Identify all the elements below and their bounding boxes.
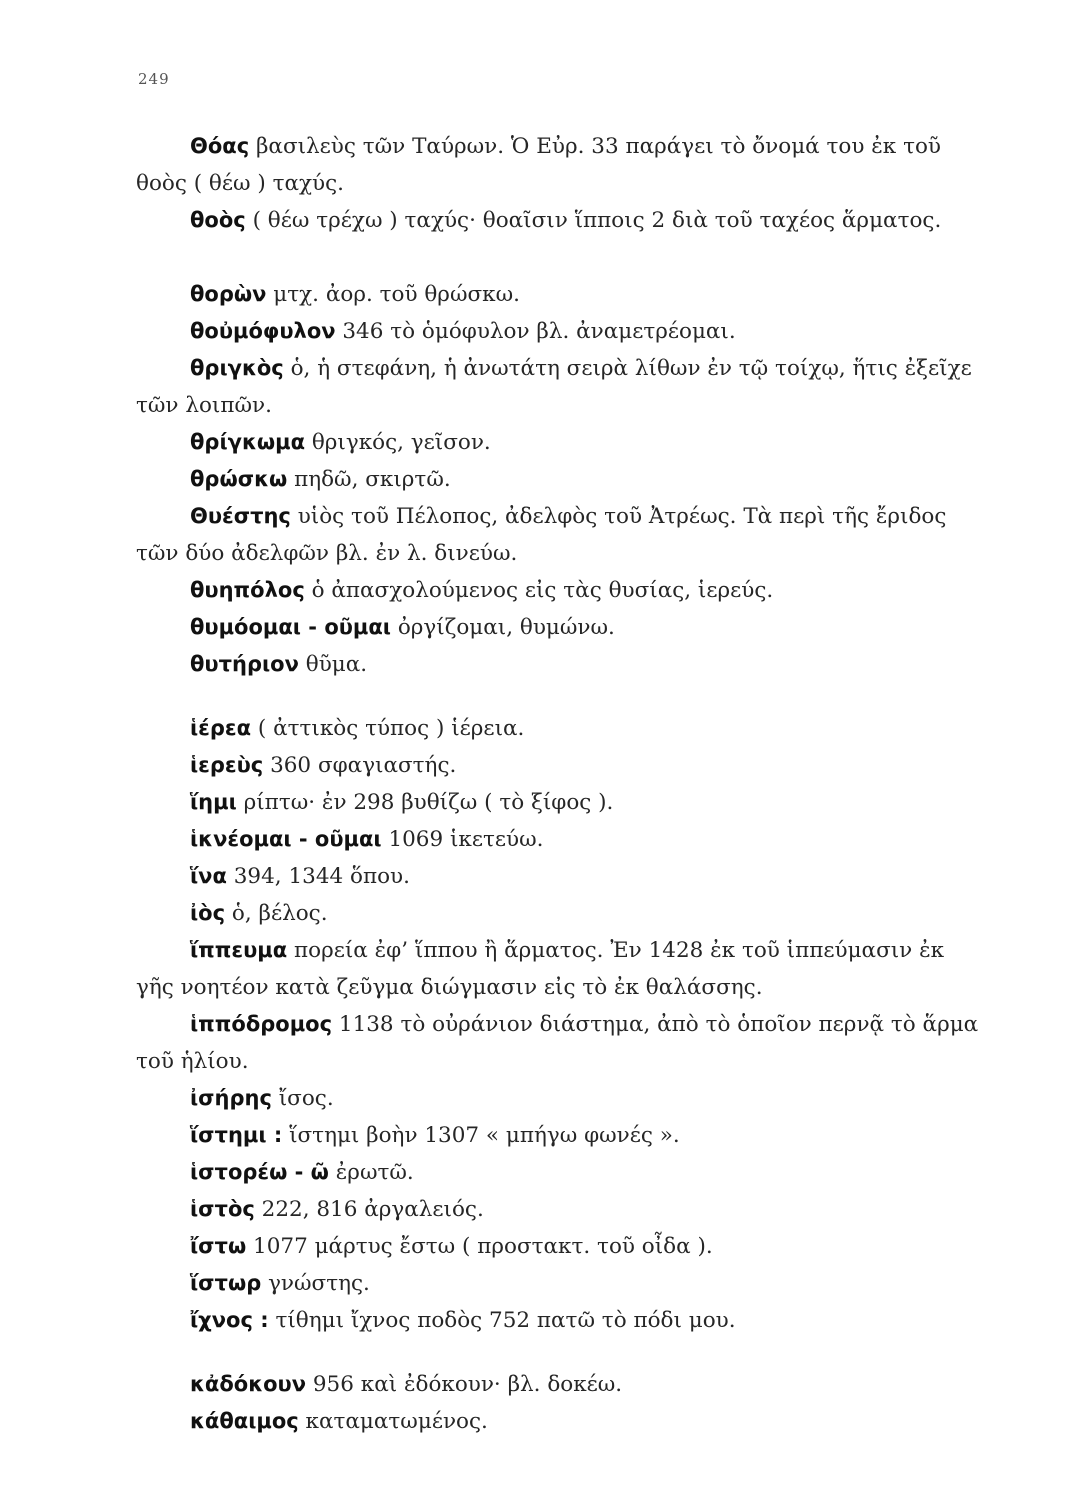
entry-lemma: κάθαιμος bbox=[190, 1409, 299, 1433]
entry bbox=[136, 1006, 986, 1080]
entry bbox=[136, 747, 986, 784]
entry-text: 1077 μάρτυς ἔστω ( προστακτ. τοῦ οἶδα ). bbox=[246, 1234, 713, 1259]
entry-lemma: θορὼν bbox=[190, 282, 267, 306]
entry-text: πηδῶ, σκιρτῶ. bbox=[287, 467, 451, 492]
entry-lemma: ἱέρεα bbox=[190, 716, 252, 740]
entry-lemma: ἱκνέομαι - οῦμαι bbox=[190, 827, 382, 851]
entry bbox=[136, 313, 986, 350]
entry bbox=[136, 1191, 986, 1228]
entry bbox=[136, 1403, 986, 1440]
entry-lemma: θοὐμόφυλον bbox=[190, 319, 336, 343]
entry-text: ὁ, βέλος. bbox=[225, 901, 328, 926]
entry bbox=[136, 461, 986, 498]
entry-lemma: θυτήριον bbox=[190, 652, 299, 676]
entry-lemma: ἵππευμα bbox=[190, 938, 288, 962]
entry-text: 956 καὶ ἐδόκουν· βλ. δοκέω. bbox=[306, 1372, 623, 1397]
entry bbox=[136, 1302, 986, 1339]
entry-lemma: ἴστω bbox=[190, 1234, 247, 1258]
entry bbox=[136, 350, 986, 424]
entry-lemma: Θυέστης bbox=[190, 504, 291, 528]
entry-lemma: κἀδόκουν bbox=[190, 1372, 307, 1396]
entry-lemma: θρώσκω bbox=[190, 467, 288, 491]
entry-lemma: ἰσήρης bbox=[190, 1086, 272, 1110]
entry-lemma: ἴχνος : bbox=[190, 1308, 269, 1332]
entry-text: 1138 τὸ οὐράνιον διάστημα, ἀπὸ τὸ ὁποῖον περνᾷ τὸ ἅρμα τοῦ ἡλίου. bbox=[136, 1012, 979, 1074]
entry-text: 394, 1344 ὅπου. bbox=[226, 864, 410, 889]
entry-lemma: θριγκὸς bbox=[190, 356, 284, 380]
entry-text: θριγκός, γεῖσον. bbox=[305, 430, 491, 455]
entry bbox=[136, 276, 986, 313]
entry-text: 360 σφαγιαστής. bbox=[263, 753, 457, 778]
entry-text: ἴσος. bbox=[271, 1086, 334, 1111]
entry bbox=[136, 1154, 986, 1191]
entry-lemma: ἵημι bbox=[190, 790, 237, 814]
entry-lemma: θυμόομαι - οῦμαι bbox=[190, 615, 391, 639]
entry-lemma: ἱστορέω - ῶ bbox=[190, 1160, 329, 1184]
entry bbox=[136, 1080, 986, 1117]
entry bbox=[136, 1228, 986, 1265]
entry bbox=[136, 646, 986, 683]
entry-lemma: ἱερεὺς bbox=[190, 753, 264, 777]
entry-text: μτχ. ἀορ. τοῦ θρώσκω. bbox=[266, 282, 520, 307]
entry-text: τίθημι ἴχνος ποδὸς 752 πατῶ τὸ πόδι μου. bbox=[268, 1308, 736, 1333]
entry-text: 1069 ἱκετεύω. bbox=[381, 827, 544, 852]
entry-text: ὁ ἀπασχολούμενος εἰς τὰς θυσίας, ἱερεύς. bbox=[304, 578, 774, 603]
entry bbox=[136, 1117, 986, 1154]
entry bbox=[136, 609, 986, 646]
entry-text: ἵστημι βοὴν 1307 « μπήγω φωνές ». bbox=[282, 1123, 680, 1148]
entry-text: ὁ, ἡ στεφάνη, ἡ ἀνωτάτη σειρὰ λίθων ἐν τῷ τοίχῳ, ἥτις ἐξεῖχε τῶν λοιπῶν. bbox=[136, 356, 972, 418]
entry bbox=[136, 572, 986, 609]
entry-text: θῦμα. bbox=[298, 652, 368, 677]
entry-text: ( ἀττικὸς τύπος ) ἱέρεια. bbox=[251, 716, 525, 741]
entry bbox=[136, 1265, 986, 1302]
entry-text: βασιλεὺς τῶν Ταύρων. Ὁ Εὐρ. 33 παράγει τὸ ὄνομά του ἐκ τοῦ θοὸς ( θέω ) ταχύς. bbox=[136, 134, 941, 196]
entry-lemma: ἵνα bbox=[190, 864, 227, 888]
entry-lemma: ἵστημι : bbox=[190, 1123, 283, 1147]
entry bbox=[136, 895, 986, 932]
page-number: 249 bbox=[138, 70, 170, 88]
entry-text: γνώστης. bbox=[261, 1271, 370, 1296]
entry bbox=[136, 202, 986, 239]
entry bbox=[136, 710, 986, 747]
entry bbox=[136, 498, 986, 572]
entry-lemma: ἱστὸς bbox=[190, 1197, 255, 1221]
entry bbox=[136, 784, 986, 821]
entry-lemma: ἰὸς bbox=[190, 901, 226, 925]
entry-text: 346 τὸ ὁμόφυλον βλ. ἀναμετρέομαι. bbox=[335, 319, 736, 344]
entry bbox=[136, 128, 986, 202]
entry bbox=[136, 1366, 986, 1403]
entry-lemma: θυηπόλος bbox=[190, 578, 305, 602]
entry-text: ὀργίζομαι, θυμώνω. bbox=[391, 615, 615, 640]
entry-text: ( θέω τρέχω ) ταχύς· θοαῖσιν ἵπποις 2 διὰ τοῦ ταχέος ἅρματος. bbox=[245, 208, 942, 233]
entry-text: καταματωμένος. bbox=[298, 1409, 488, 1434]
entry-text: υἱὸς τοῦ Πέλοπος, ἀδελφὸς τοῦ Ἀτρέως. Τὰ περὶ τῆς ἔριδος τῶν δύο ἀδελφῶν βλ. ἐν λ. δινεύω. bbox=[136, 504, 947, 566]
entry bbox=[136, 424, 986, 461]
entry bbox=[136, 821, 986, 858]
entry-lemma: θοὸς bbox=[190, 208, 246, 232]
entry-lemma: ἵστωρ bbox=[190, 1271, 262, 1295]
entry-text: 222, 816 ἀργαλειός. bbox=[254, 1197, 484, 1222]
entry-lemma: ἱππόδρομος bbox=[190, 1012, 333, 1036]
entry-text: πορεία ἐφ’ ἵππου ἢ ἅρματος. Ἐν 1428 ἐκ τοῦ ἱππεύμασιν ἐκ γῆς νοητέον κατὰ ζεῦγμα διώγμασιν εἰς τὸ ἐκ θαλάσσης. bbox=[136, 938, 945, 1000]
entry-text: ρίπτω· ἐν 298 βυθίζω ( τὸ ξίφος ). bbox=[236, 790, 614, 815]
entry bbox=[136, 858, 986, 895]
entry-lemma: θρίγκωμα bbox=[190, 430, 305, 454]
entry bbox=[136, 932, 986, 1006]
entry-text: ἐρωτῶ. bbox=[328, 1160, 414, 1185]
entry-lemma: Θόας bbox=[190, 134, 250, 158]
